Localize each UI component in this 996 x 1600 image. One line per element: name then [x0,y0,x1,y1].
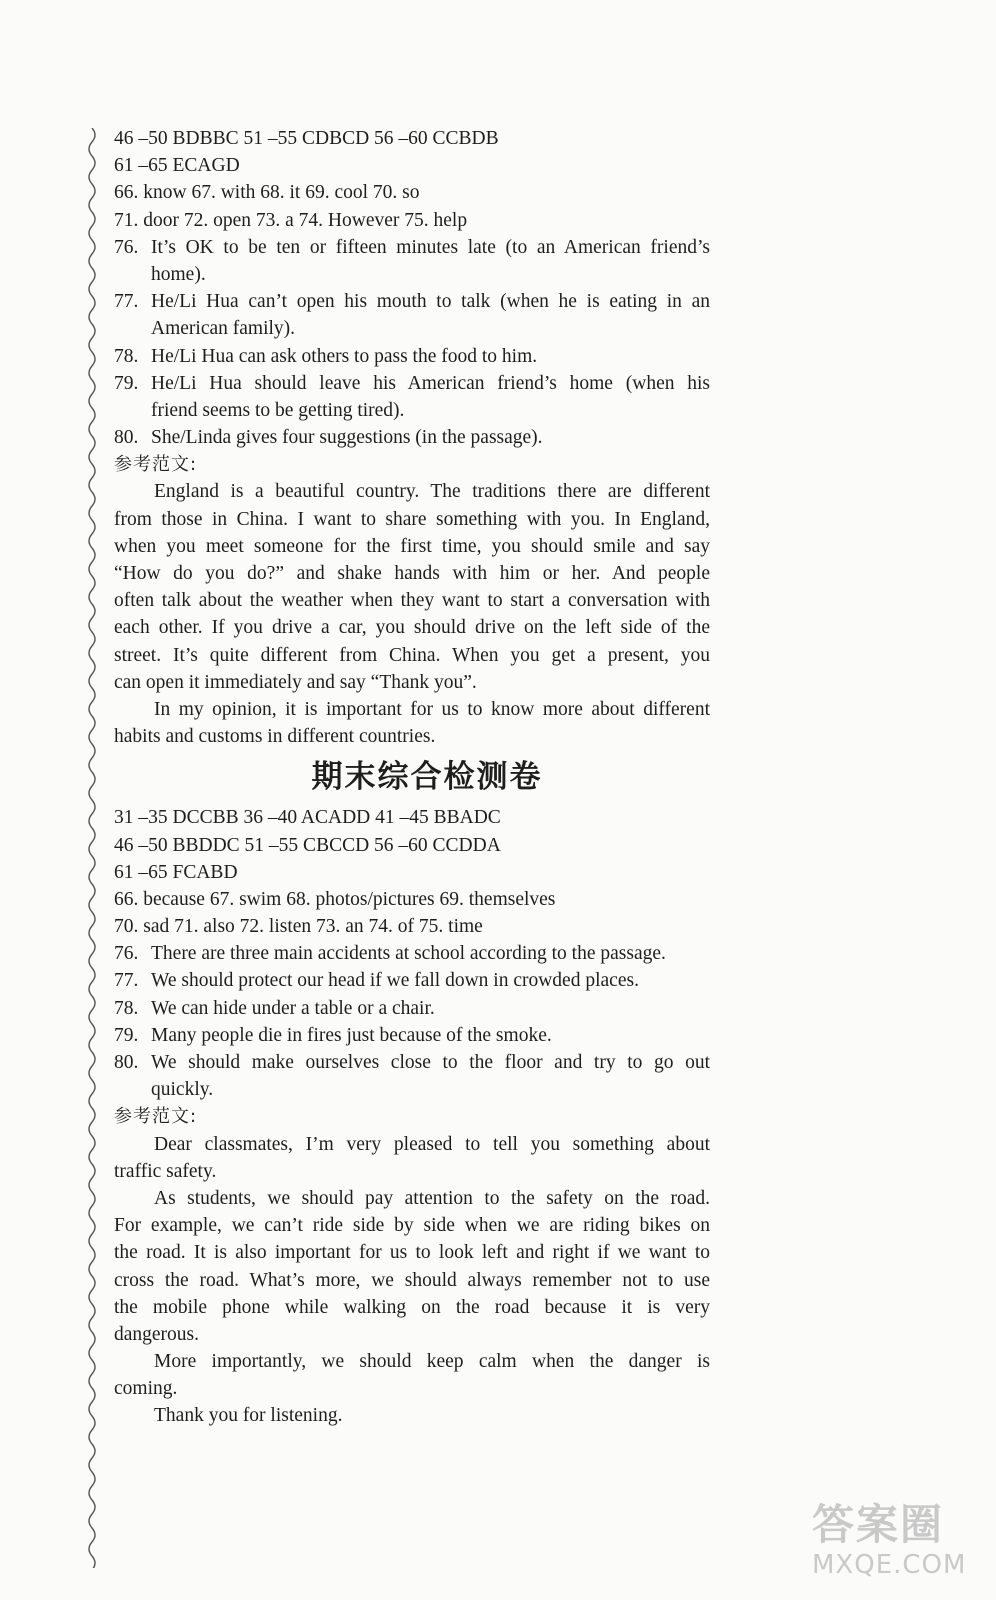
answer-text: quickly. [151,1079,214,1101]
answer-item [114,315,710,342]
answer-line: 66. know 67. with 68. it 69. cool 70. so [114,182,420,204]
essay-line: traffic safety. [114,1160,217,1182]
essay-line: often talk about the weather when they want to start a conversation with [114,590,710,612]
watermark-logo-text: 答案圈 [812,1500,945,1549]
answer-number: 77. [114,291,139,313]
essay-line: from those in China. I want to share something with you. In England, [114,508,710,530]
answer-line: 61 –65 FCABD [114,861,238,883]
answer-number [114,397,151,424]
answer-page [114,125,710,1430]
answer-line: 46 –50 BDBBC 51 –55 CDBCD 56 –60 CCBDB [114,128,499,149]
essay-line: In my opinion, it is important for us to know more about different [154,698,710,720]
sample-essay-label: 参考范文: [114,454,198,476]
answer-line: 70. sad 71. also 72. listen 73. an 74. of 75. time [114,916,483,938]
essay-line: dangerous. [114,1323,200,1345]
answer-key-lines-part2 [114,804,710,940]
essay-line: each other. If you drive a car, you should drive on the left side of the [114,617,710,639]
short-answers-part1 [114,234,710,452]
answer-line: 31 –35 DCCBB 36 –40 ACADD 41 –45 BBADC [114,807,501,829]
short-answers-part2 [114,940,710,1103]
answer-number [114,315,151,342]
answer-number: 79. [114,372,139,394]
answer-item [114,261,710,288]
section-title: 期末综合检测卷 [311,759,543,796]
essay-line: “How do you do?” and shake hands with him or her. And people [114,563,710,584]
wavy-border-decoration [84,128,100,1568]
answer-text: He/Li Hua can ask others to pass the food to him. [151,345,538,367]
answer-number: 78. [114,997,139,1019]
answer-text: We can hide under a table or a chair. [151,997,435,1019]
answer-number: 76. [114,236,139,258]
answer-item [114,1049,710,1076]
answer-item [114,288,710,315]
answer-text: He/Li Hua can’t open his mouth to talk (when he is eating in an [151,291,710,313]
answer-text: friend seems to be getting tired). [151,399,405,421]
essay-line: As students, we should pay attention to the safety on the road. [154,1187,710,1209]
answer-item [114,234,710,261]
essay-line: the mobile phone while walking on the road because it is very [114,1296,710,1318]
answer-number: 77. [114,970,139,992]
answer-text: It’s OK to be ten or fifteen minutes late (to an American friend’s [151,236,710,258]
answer-text: There are three main accidents at school according to the passage. [151,943,666,965]
answer-number [114,261,151,288]
answer-text: She/Linda gives four suggestions (in the passage). [151,427,543,449]
essay-line: cross the road. What’s more, we should always remember not to use [114,1269,710,1291]
essay-line: habits and customs in different countries. [114,726,436,748]
answer-text: We should make ourselves close to the floor and try to go out [151,1052,710,1073]
answer-number: 80. [114,1052,139,1073]
answer-item [114,967,710,994]
answer-item [114,370,710,397]
essay-line: England is a beautiful country. The traditions there are different [154,481,710,503]
answer-item [114,397,710,424]
answer-line: 66. because 67. swim 68. photos/pictures 69. themselves [114,888,556,910]
answer-number: 79. [114,1024,139,1046]
sample-essay-1 [114,478,710,750]
essay-line: street. It’s quite different from China. When you get a present, you [114,644,710,666]
answer-item [114,1076,710,1103]
answer-number [114,1076,151,1103]
essay-line: coming. [114,1378,178,1400]
answer-line: 46 –50 BBDDC 51 –55 CBCCD 56 –60 CCDDA [114,834,501,856]
answer-key-lines-part1 [114,125,710,234]
answer-item [114,940,710,967]
essay-line: For example, we can’t ride side by side when we are riding bikes on [114,1215,710,1237]
answer-text: American family). [151,318,296,340]
sample-essay-label: 参考范文: [114,1106,198,1128]
answer-text: home). [151,263,206,285]
answer-item [114,343,710,370]
answer-text: Many people die in fires just because of the smoke. [151,1024,552,1046]
answer-item [114,995,710,1022]
answer-number: 80. [114,427,139,449]
essay-line: when you meet someone for the first time, you should smile and say [114,535,710,557]
answer-line: 61 –65 ECAGD [114,155,240,177]
watermark-logo [812,1500,982,1592]
answer-number: 76. [114,943,139,965]
sample-essay-2 [114,1131,710,1430]
answer-text: We should protect our head if we fall down in crowded places. [151,970,639,992]
answer-text: He/Li Hua should leave his American friend’s home (when his [151,372,710,394]
watermark-url: MXQE.COM [812,1550,967,1580]
essay-line: Dear classmates, I’m very pleased to tell you something about [154,1133,710,1155]
essay-line: the road. It is also important for us to look left and right if we want to [114,1242,710,1264]
essay-line: Thank you for listening. [154,1405,343,1427]
essay-line: can open it immediately and say “Thank you”. [114,671,477,693]
answer-item [114,424,710,451]
essay-line: More importantly, we should keep calm when the danger is [154,1351,710,1373]
answer-number: 78. [114,345,139,367]
answer-line: 71. door 72. open 73. a 74. However 75. help [114,209,468,231]
answer-item [114,1022,710,1049]
